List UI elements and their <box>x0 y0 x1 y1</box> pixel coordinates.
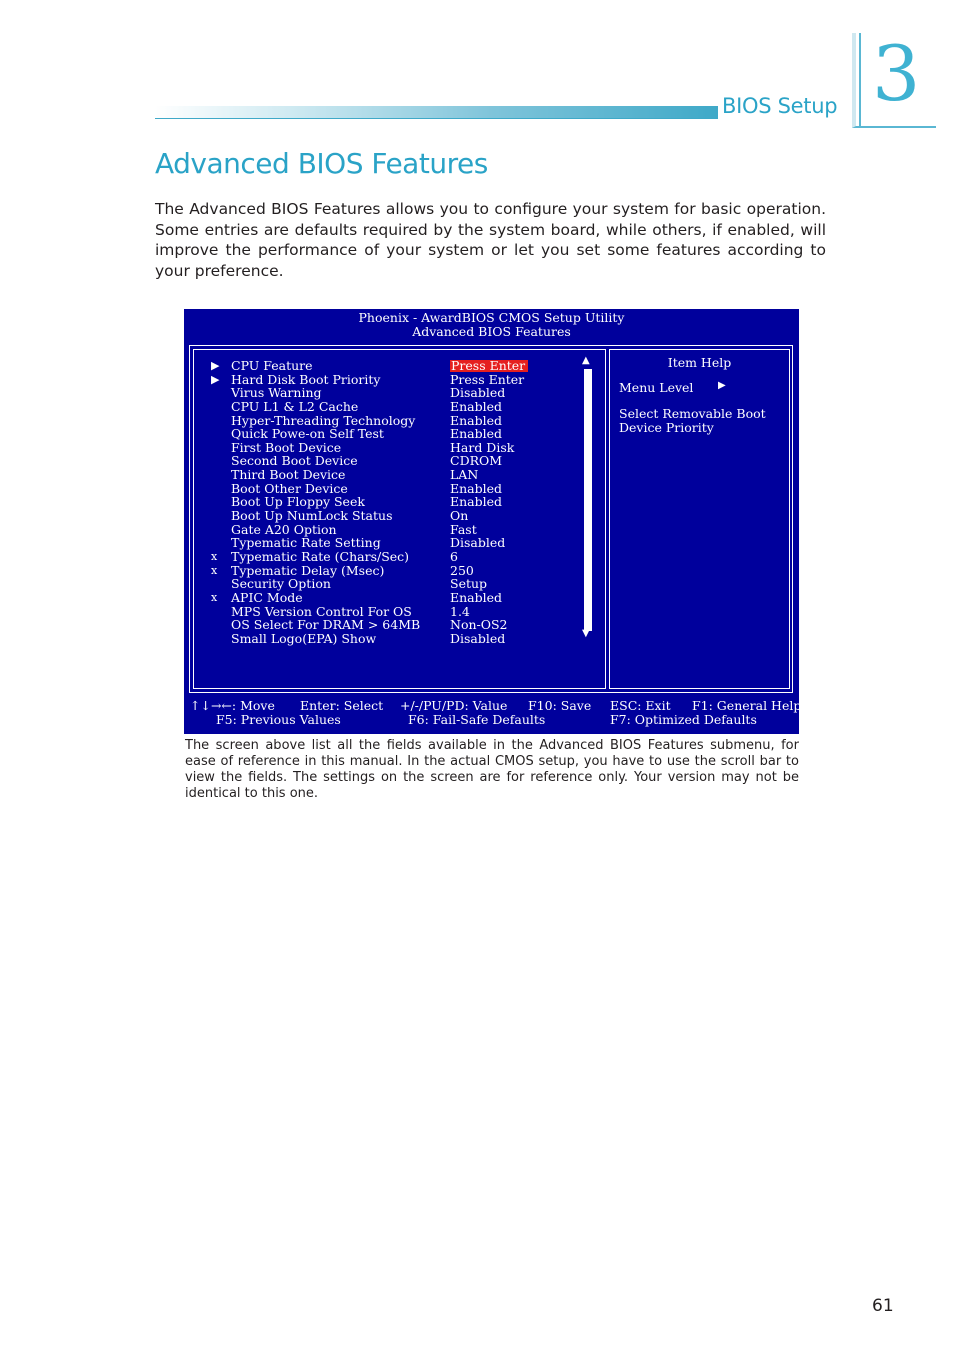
bios-setting-label: Typematic Delay (Msec) <box>231 562 385 578</box>
bios-header <box>184 311 799 338</box>
page-title: Advanced BIOS Features <box>155 147 488 180</box>
bios-setting-row[interactable] <box>211 482 591 496</box>
bios-setting-label: Typematic Rate (Chars/Sec) <box>231 548 410 564</box>
bios-setting-label: MPS Version Control For OS <box>231 603 412 619</box>
bios-setting-row[interactable] <box>211 632 591 646</box>
bios-setting-row[interactable] <box>211 359 591 373</box>
bios-setting-label: Second Boot Device <box>231 453 358 469</box>
bios-setting-value[interactable]: On <box>450 508 469 524</box>
bios-setting-label: Boot Up Floppy Seek <box>231 494 365 510</box>
bios-setting-label: Hyper-Threading Technology <box>231 412 416 428</box>
bios-frame <box>189 345 793 693</box>
section-title: BIOS Setup <box>722 94 838 118</box>
bios-setting-value[interactable]: Fast <box>450 521 477 537</box>
key-failsafe-defaults: F6: Fail-Safe Defaults <box>408 712 546 727</box>
bios-setting-label: Boot Up NumLock Status <box>231 508 393 524</box>
bios-setting-value[interactable]: 1.4 <box>450 603 470 619</box>
bios-setting-value[interactable]: Enabled <box>450 426 503 442</box>
key-save: F10: Save <box>528 698 592 713</box>
item-help-description: Select Removable Boot Device Priority <box>619 406 766 435</box>
bios-setting-value[interactable]: LAN <box>450 467 479 483</box>
bios-screen <box>184 309 802 734</box>
bios-setting-value[interactable]: Disabled <box>450 630 506 646</box>
bios-setting-label: Gate A20 Option <box>231 521 337 537</box>
bios-setting-value[interactable]: Setup <box>450 576 488 592</box>
bios-setting-row[interactable] <box>211 427 591 441</box>
bios-setting-label: OS Select For DRAM > 64MB <box>231 617 421 633</box>
bios-title-menu: Advanced BIOS Features <box>412 323 571 339</box>
disabled-marker: x <box>211 563 218 577</box>
bios-setting-row[interactable] <box>211 373 591 387</box>
submenu-arrow-icon: ▶ <box>211 359 220 372</box>
key-move: ↑↓→←: Move <box>190 698 275 713</box>
bios-setting-value[interactable]: Press Enter <box>450 371 525 387</box>
bios-setting-row[interactable] <box>211 618 591 632</box>
bios-setting-value[interactable]: Enabled <box>450 494 503 510</box>
bios-setting-label: Third Boot Device <box>231 467 346 483</box>
bios-setting-label: APIC Mode <box>231 589 303 605</box>
bios-setting-label: Security Option <box>231 576 331 592</box>
key-value: +/-/PU/PD: Value <box>400 698 508 713</box>
bios-setting-label: CPU L1 & L2 Cache <box>231 398 359 414</box>
bios-setting-row[interactable] <box>211 523 591 537</box>
bios-setting-row[interactable] <box>211 577 591 591</box>
disabled-marker: x <box>211 590 218 604</box>
item-help-title: Item Help <box>667 355 732 370</box>
bios-setting-label: Small Logo(EPA) Show <box>231 630 377 646</box>
bios-setting-value[interactable]: 6 <box>450 548 458 564</box>
bios-setting-row[interactable] <box>211 536 591 550</box>
key-previous-values: F5: Previous Values <box>216 712 341 727</box>
bios-setting-row[interactable] <box>211 591 591 605</box>
bios-setting-row[interactable] <box>211 550 591 564</box>
disabled-marker: x <box>211 549 218 563</box>
bios-setting-value[interactable]: Non-OS2 <box>450 617 508 633</box>
bios-setting-label: CPU Feature <box>231 358 313 373</box>
key-select: Enter: Select <box>300 698 384 713</box>
bios-setting-label: Virus Warning <box>231 385 322 401</box>
bios-setting-value[interactable]: Enabled <box>450 398 503 414</box>
bios-setting-row[interactable] <box>211 495 591 509</box>
key-exit: ESC: Exit <box>610 698 671 713</box>
scrollbar[interactable] <box>584 369 592 631</box>
bios-settings-panel <box>193 349 606 689</box>
bios-setting-row[interactable] <box>211 564 591 578</box>
item-help-panel <box>609 349 790 689</box>
bios-setting-row[interactable] <box>211 414 591 428</box>
scroll-down-arrow-icon[interactable]: ▼ <box>582 628 590 639</box>
bios-setting-value[interactable]: Enabled <box>450 589 503 605</box>
menu-level-label: Menu Level <box>619 380 694 395</box>
bios-setting-row[interactable] <box>211 454 591 468</box>
bios-setting-row[interactable] <box>211 605 591 619</box>
bios-setting-value[interactable]: Press Enter <box>450 360 528 372</box>
key-general-help: F1: General Help <box>692 698 802 713</box>
bios-setting-row[interactable] <box>211 400 591 414</box>
menu-level-arrow-icon: ▶ <box>718 380 726 391</box>
bios-setting-value[interactable]: Disabled <box>450 385 506 401</box>
intro-paragraph: The Advanced BIOS Features allows you to configure your system for basic operation. Some entries are defaults required by the system board, while others, if enabled, will improve the performance of your system or let you set some features according to your preference. <box>155 200 826 280</box>
bios-setting-value[interactable]: Enabled <box>450 412 503 428</box>
bios-setting-label: Quick Powe-on Self Test <box>231 426 384 442</box>
key-optimized-defaults: F7: Optimized Defaults <box>610 712 757 727</box>
bios-setting-label: First Boot Device <box>231 439 342 455</box>
bios-setting-value[interactable]: Disabled <box>450 535 506 551</box>
caption-paragraph: The screen above list all the fields available in the Advanced BIOS Features submenu, for ease of reference in this manual. In the actual CMOS setup, you have to use the scroll bar to view the fields. The settings on the screen are for reference only. Your version may not be identical to this one. <box>185 738 799 801</box>
bios-setting-label: Boot Other Device <box>231 480 348 496</box>
bios-setting-label: Typematic Rate Setting <box>231 535 381 551</box>
submenu-arrow-icon: ▶ <box>211 372 220 386</box>
bios-setting-row[interactable] <box>211 386 591 400</box>
bios-setting-row[interactable] <box>211 441 591 455</box>
header-gradient-bar <box>155 106 718 119</box>
bios-setting-value[interactable]: 250 <box>450 562 474 578</box>
bios-setting-value[interactable]: CDROM <box>450 453 503 469</box>
bios-setting-label: Hard Disk Boot Priority <box>231 371 381 387</box>
page-number: 61 <box>872 1296 894 1316</box>
bios-title-utility: Phoenix - AwardBIOS CMOS Setup Utility <box>358 310 625 325</box>
bios-setting-row[interactable] <box>211 468 591 482</box>
bios-setting-row[interactable] <box>211 509 591 523</box>
chapter-number: 3 <box>872 29 921 118</box>
scroll-up-arrow-icon[interactable]: ▲ <box>582 355 590 366</box>
bios-setting-value[interactable]: Hard Disk <box>450 439 515 455</box>
bios-setting-value[interactable]: Enabled <box>450 480 503 496</box>
bios-settings-list <box>211 359 591 645</box>
